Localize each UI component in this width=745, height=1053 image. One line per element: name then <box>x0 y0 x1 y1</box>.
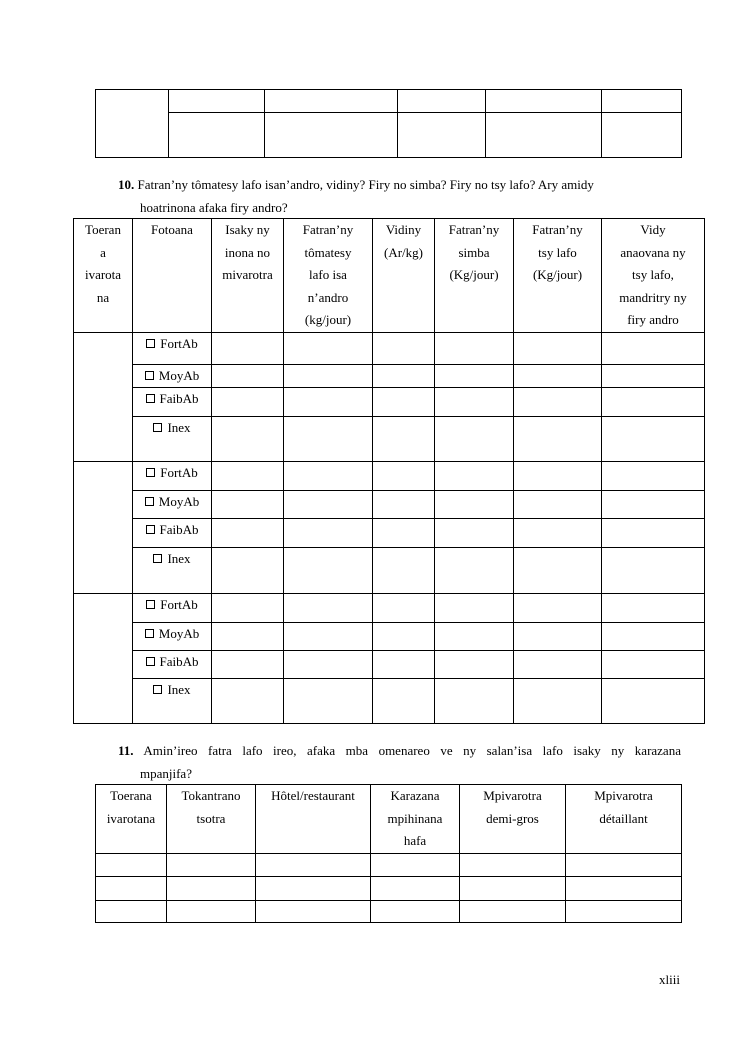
table-cell <box>373 548 435 594</box>
header-hotel-restaurant: Hôtel/restaurant <box>256 785 371 854</box>
table-row <box>96 853 682 876</box>
table-cell <box>284 679 373 724</box>
table-cell <box>373 491 435 519</box>
header-household: Tokantrano tsotra <box>167 785 256 854</box>
header-other-consumers: Karazana mpihinana hafa <box>371 785 460 854</box>
table-cell <box>284 651 373 679</box>
table-cell <box>373 679 435 724</box>
question-number: 11. <box>118 743 134 758</box>
table-cell <box>602 651 705 679</box>
table-cell <box>602 623 705 651</box>
checkbox-icon[interactable] <box>145 371 154 380</box>
table-cell <box>514 548 602 594</box>
sales-table <box>73 218 705 724</box>
table-cell <box>167 900 256 922</box>
table-cell <box>435 388 514 417</box>
question-10 <box>118 174 681 197</box>
checkbox-option[interactable]: FortAb <box>133 462 212 491</box>
question-text: Fatran’ny tômatesy lafo isan’andro, vidiny? Firy no simba? Firy no tsy lafo? Ary amidy <box>137 177 594 192</box>
checkbox-icon[interactable] <box>146 525 155 534</box>
page-number: xliii <box>659 972 680 987</box>
table-cell <box>373 417 435 462</box>
table-cell <box>373 388 435 417</box>
table-cell <box>373 623 435 651</box>
table-cell <box>460 876 566 900</box>
checkbox-option[interactable]: FortAb <box>133 332 212 364</box>
table-cell <box>602 332 705 364</box>
header-price: Vidiny (Ar/kg) <box>373 219 435 333</box>
checkbox-icon[interactable] <box>153 423 162 432</box>
table-cell <box>602 462 705 491</box>
table-cell <box>514 462 602 491</box>
checkbox-option[interactable]: FaibAb <box>133 651 212 679</box>
location-cell <box>74 594 133 724</box>
checkbox-icon[interactable] <box>146 600 155 609</box>
previous-table-remnant <box>95 89 682 158</box>
table-cell <box>256 876 371 900</box>
header-semi-wholesale: Mpivarotra demi-gros <box>460 785 566 854</box>
table-cell <box>212 364 284 388</box>
table-cell <box>212 417 284 462</box>
checkbox-option[interactable]: FaibAb <box>133 388 212 417</box>
table-cell <box>284 594 373 623</box>
question-number: 10. <box>118 177 135 192</box>
header-location: Toeran a ivarota na <box>74 219 133 333</box>
location-cell <box>74 332 133 462</box>
checkbox-option[interactable]: MoyAb <box>133 623 212 651</box>
header-quantity-sold: Fatran’ny tômatesy lafo isa n’andro (kg/jour) <box>284 219 373 333</box>
table-cell <box>514 491 602 519</box>
table-cell <box>256 853 371 876</box>
checkbox-option[interactable]: MoyAb <box>133 491 212 519</box>
table-cell <box>284 364 373 388</box>
table-cell <box>167 853 256 876</box>
header-sale-unit: Isaky ny inona no mivarotra <box>212 219 284 333</box>
table-cell <box>212 519 284 548</box>
table-cell <box>284 332 373 364</box>
checkbox-icon[interactable] <box>145 497 154 506</box>
table-cell <box>435 462 514 491</box>
location-cell <box>74 462 133 594</box>
table-cell <box>602 417 705 462</box>
table-cell <box>373 462 435 491</box>
table-cell <box>602 519 705 548</box>
table-cell <box>514 332 602 364</box>
checkbox-icon[interactable] <box>153 685 162 694</box>
table-cell <box>602 594 705 623</box>
table-cell <box>514 364 602 388</box>
table-row <box>96 900 682 922</box>
table-cell <box>486 113 602 158</box>
table-cell <box>96 900 167 922</box>
table-cell <box>212 594 284 623</box>
table-cell <box>460 853 566 876</box>
table-cell <box>284 417 373 462</box>
table-cell <box>435 519 514 548</box>
table-cell <box>514 594 602 623</box>
table-cell <box>212 388 284 417</box>
table-cell <box>284 462 373 491</box>
table-cell <box>284 519 373 548</box>
table-cell <box>371 900 460 922</box>
table-cell <box>373 332 435 364</box>
table-cell <box>514 679 602 724</box>
table-cell <box>212 491 284 519</box>
checkbox-icon[interactable] <box>145 629 154 638</box>
checkbox-option[interactable]: FortAb <box>133 594 212 623</box>
question-11-continued <box>140 763 192 786</box>
table-cell <box>212 623 284 651</box>
table-cell <box>435 491 514 519</box>
table-cell <box>96 90 169 158</box>
table-cell <box>435 417 514 462</box>
checkbox-option[interactable]: MoyAb <box>133 364 212 388</box>
table-cell <box>169 90 265 113</box>
table-cell <box>566 900 682 922</box>
table-cell <box>284 491 373 519</box>
question-11 <box>118 740 681 763</box>
question-text: hoatrinona afaka firy andro? <box>140 200 288 215</box>
table-cell <box>435 548 514 594</box>
table-cell <box>96 853 167 876</box>
table-cell <box>602 90 682 113</box>
table-cell <box>373 594 435 623</box>
table-cell <box>212 548 284 594</box>
table-cell <box>212 462 284 491</box>
table-cell <box>602 548 705 594</box>
table-cell <box>284 548 373 594</box>
table-cell <box>435 332 514 364</box>
header-spoiled: Fatran’ny simba (Kg/jour) <box>435 219 514 333</box>
table-cell <box>435 364 514 388</box>
header-unsold-price: Vidy anaovana ny tsy lafo, mandritry ny firy andro <box>602 219 705 333</box>
checkbox-icon[interactable] <box>153 554 162 563</box>
question-text: mpanjifa? <box>140 766 192 781</box>
checkbox-option[interactable]: Inex <box>133 548 212 594</box>
checkbox-option[interactable]: Inex <box>133 679 212 724</box>
table-cell <box>265 113 398 158</box>
table-cell <box>167 876 256 900</box>
table-cell <box>256 900 371 922</box>
table-cell <box>373 519 435 548</box>
checkbox-icon[interactable] <box>146 339 155 348</box>
table-cell <box>435 623 514 651</box>
table-cell <box>602 388 705 417</box>
table-cell <box>566 853 682 876</box>
header-unsold: Fatran’ny tsy lafo (Kg/jour) <box>514 219 602 333</box>
table-cell <box>212 651 284 679</box>
table-cell <box>602 364 705 388</box>
header-location: Toerana ivarotana <box>96 785 167 854</box>
table-cell <box>514 388 602 417</box>
table-cell <box>265 90 398 113</box>
table-cell <box>435 651 514 679</box>
question-text: Amin’ireo fatra lafo ireo, afaka mba omenareo ve ny salan’isa lafo isaky ny karazana <box>143 743 681 758</box>
table-cell <box>96 876 167 900</box>
table-cell <box>373 364 435 388</box>
checkbox-option[interactable]: Inex <box>133 417 212 462</box>
table-cell <box>514 519 602 548</box>
checkbox-icon[interactable] <box>146 657 155 666</box>
consumer-table <box>95 784 682 923</box>
header-retailer: Mpivarotra détaillant <box>566 785 682 854</box>
table-cell <box>486 90 602 113</box>
table-cell <box>514 623 602 651</box>
question-10-continued <box>140 197 288 220</box>
checkbox-option[interactable]: FaibAb <box>133 519 212 548</box>
table-cell <box>398 113 486 158</box>
checkbox-icon[interactable] <box>146 468 155 477</box>
table-cell <box>284 623 373 651</box>
table-cell <box>212 332 284 364</box>
table-cell <box>460 900 566 922</box>
table-cell <box>398 90 486 113</box>
table-cell <box>435 594 514 623</box>
table-cell <box>435 679 514 724</box>
table-cell <box>602 113 682 158</box>
table-cell <box>373 651 435 679</box>
header-period: Fotoana <box>133 219 212 333</box>
table-cell <box>169 113 265 158</box>
checkbox-icon[interactable] <box>146 394 155 403</box>
table-cell <box>371 853 460 876</box>
table-cell <box>602 679 705 724</box>
table-cell <box>566 876 682 900</box>
table-cell <box>212 679 284 724</box>
table-cell <box>514 417 602 462</box>
table-cell <box>514 651 602 679</box>
table-cell <box>284 388 373 417</box>
table-cell <box>371 876 460 900</box>
table-cell <box>602 491 705 519</box>
table-row <box>96 876 682 900</box>
